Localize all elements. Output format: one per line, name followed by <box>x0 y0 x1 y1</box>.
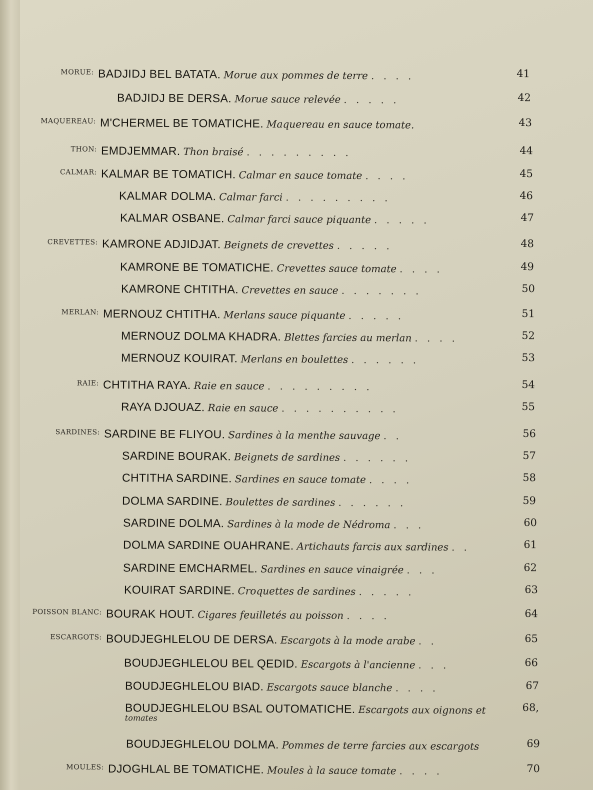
dish-name: BOUDJEGHLELOU BIAD. <box>124 680 264 694</box>
book-page <box>20 0 593 790</box>
entry-text <box>123 558 501 581</box>
dot-leader: . . . . <box>365 171 409 183</box>
page-number: 65 <box>524 633 539 646</box>
page-number: 55 <box>521 401 536 414</box>
entry-text <box>122 446 500 469</box>
dish-name: BOUDJEGHLELOU DOLMA. <box>125 738 279 752</box>
entry-text <box>120 208 498 231</box>
dish-description: Raie en sauce <box>207 403 279 415</box>
dish-name: SARDINE BE FLIYOU. <box>103 428 226 442</box>
toc-entry <box>24 256 593 279</box>
toc-entry <box>25 347 593 370</box>
dot-leader: . . . . <box>399 766 443 778</box>
dish-description: Blettes farcies au merlan <box>284 332 412 345</box>
toc-entry <box>23 140 593 163</box>
dish-description: Sardines à la menthe sauvage <box>228 430 381 443</box>
dish-name: RAYA DJOUAZ. <box>120 401 205 415</box>
dish-name: KALMAR BE TOMATICH. <box>100 168 236 182</box>
dish-description: Calmar farci <box>219 192 283 204</box>
dish-description: Calmar en sauce tomate <box>238 170 363 183</box>
dish-description: Sardines en sauce vinaigrée <box>260 564 404 577</box>
entry-text <box>124 653 502 676</box>
page-number: 67 <box>525 680 540 693</box>
dot-leader: . . . . . <box>358 587 415 599</box>
dish-name: KAMRONE ADJIDJAT. <box>101 238 221 252</box>
dot-leader: . . . . . . . <box>341 285 422 298</box>
entry-text <box>125 676 503 699</box>
category-label: CALMAR: <box>59 168 98 177</box>
toc-entry <box>30 733 593 756</box>
dish-name: BOUDJEGHLELOU BEL QEDID. <box>123 657 298 671</box>
toc-entry <box>28 579 593 602</box>
entry-text <box>126 734 504 757</box>
dish-description: Beignets de sardines <box>234 452 341 464</box>
toc-entry <box>26 445 593 468</box>
dish-description: Escargots à la mode arabe <box>280 635 416 648</box>
category-label: RAIE: <box>76 379 100 388</box>
page-number: 45 <box>519 168 534 181</box>
dish-description: Moules à la sauce tomate <box>267 765 397 778</box>
dot-leader: . . . <box>418 660 450 672</box>
dot-leader: . . . . . . . . . . <box>281 403 399 416</box>
page-number: 42 <box>517 92 532 105</box>
dish-name: M'CHERMEL BE TOMATICHE. <box>99 117 264 131</box>
category-label: POISSON BLANC: <box>32 608 103 617</box>
dish-description: Crevettes sauce tomate <box>276 263 397 276</box>
page-number: 53 <box>521 352 536 365</box>
toc-entry <box>27 512 593 535</box>
entry-text <box>121 348 499 371</box>
dish-name: CHTITHA SARDINE. <box>121 472 232 486</box>
page-number: 70 <box>526 763 541 776</box>
dish-description: Merlans sauce piquante <box>223 310 346 322</box>
dish-name: BADJIDJ BEL BATATA. <box>97 68 221 82</box>
entry-text <box>121 326 499 349</box>
dish-name: MERNOUZ KOUIRAT. <box>120 352 238 366</box>
entry-text <box>121 397 499 420</box>
entry-text <box>98 63 493 86</box>
toc-entry <box>30 758 593 781</box>
page-number: 60 <box>523 517 538 530</box>
page-number: 47 <box>520 212 535 225</box>
dish-name: KAMRONE BE TOMATICHE. <box>119 261 274 275</box>
page-number: 44 <box>519 145 534 158</box>
toc-entry <box>25 374 593 397</box>
dot-leader: . . . . <box>399 264 443 276</box>
entry-text <box>101 163 496 186</box>
dish-description: Crevettes en sauce <box>241 285 339 297</box>
entry-text <box>103 303 498 326</box>
dish-name: SARDINE BOURAK. <box>121 450 232 464</box>
dish-description: Cigares feuilletés au poisson <box>197 610 344 622</box>
table-of-contents <box>20 0 593 790</box>
toc-entry <box>25 325 593 348</box>
page-number: 63 <box>524 584 539 597</box>
dish-name: KOUIRAT SARDINE. <box>123 584 235 598</box>
toc-entry <box>25 303 593 326</box>
dish-name: CHTITHA RAYA. <box>102 379 191 393</box>
dish-name: DJOGHLAL BE TOMATICHE. <box>107 763 265 777</box>
entry-text <box>101 140 496 163</box>
page-number: 64 <box>524 608 539 621</box>
entry-text <box>108 758 503 781</box>
entry-text <box>106 628 501 651</box>
entry-text <box>117 88 495 111</box>
toc-entry <box>29 675 593 698</box>
dot-leader: . . . . <box>414 333 458 345</box>
entry-text <box>122 491 500 514</box>
dish-description: Sardines à la mode de Nédroma <box>227 519 391 532</box>
toc-entry <box>28 628 593 651</box>
toc-entry <box>24 233 593 256</box>
dot-leader: . . . . . . . . . <box>246 147 352 160</box>
toc-entry <box>28 603 593 626</box>
dish-description: Merlans en boulettes <box>240 354 349 366</box>
page-number: 50 <box>521 283 536 296</box>
dish-name: EMDJEMMAR. <box>100 145 181 158</box>
dot-leader: . . . . . <box>343 94 400 107</box>
dish-name: BOURAK HOUT. <box>105 608 195 622</box>
category-label: MERLAN: <box>61 308 100 317</box>
entry-text <box>120 257 498 280</box>
dish-description: Sardines en sauce tomate <box>234 474 366 487</box>
dish-description: Pommes de terre farcies aux escargots <box>281 740 480 753</box>
entry-text <box>122 468 500 491</box>
entry-text <box>123 513 501 536</box>
dot-leader: . . . . . . <box>351 354 420 367</box>
dot-leader: . . . . . . . . . <box>267 381 373 394</box>
page-number: 69 <box>526 738 541 751</box>
toc-entry <box>26 467 593 490</box>
entry-text <box>125 698 503 721</box>
category-label: SARDINES: <box>55 428 101 437</box>
dish-description: Escargots aux oignons et <box>358 705 486 717</box>
toc-entry <box>25 396 593 419</box>
page-number: 48 <box>520 238 535 251</box>
toc-entry <box>23 185 593 208</box>
entry-text <box>106 603 501 626</box>
category-label: MORUE: <box>60 68 95 77</box>
toc-entry <box>27 534 593 557</box>
dish-description: Boulettes de sardines <box>225 497 336 509</box>
dish-name: DOLMA SARDINE. <box>121 495 223 509</box>
dot-leader: . . <box>451 542 471 554</box>
dish-name: KAMRONE CHTITHA. <box>120 283 239 297</box>
page-number: 49 <box>520 261 535 274</box>
dish-name: SARDINE EMCHARMEL. <box>122 562 258 576</box>
page-number: 51 <box>521 308 536 321</box>
dish-name: KALMAR OSBANE. <box>119 212 225 226</box>
page-number: 56 <box>522 428 537 441</box>
dot-leader: . . <box>418 636 437 648</box>
dot-leader: . . . . . . . . . <box>285 192 391 205</box>
dot-leader: . . <box>383 431 402 443</box>
dish-description: Croquettes de sardines <box>237 586 356 599</box>
toc-entry <box>22 112 593 135</box>
entry-text <box>123 535 501 558</box>
dot-leader: . . . . . . <box>338 497 407 510</box>
book-spine-shadow <box>0 0 20 790</box>
toc-entry <box>26 490 593 513</box>
page-number: 46 <box>519 190 534 203</box>
dish-description: Escargots à l'ancienne <box>300 659 416 672</box>
dot-leader: . . . . . <box>374 215 430 227</box>
page-number: 66 <box>524 657 539 670</box>
dish-name: DOLMA SARDINE OUAHRANE. <box>122 539 294 553</box>
page-number: 57 <box>522 450 537 463</box>
dish-description: Calmar farci sauce piquante <box>227 214 372 227</box>
entry-text <box>124 580 502 603</box>
dot-leader: . . . <box>406 565 438 577</box>
page-number: 52 <box>521 330 536 343</box>
category-label: THON: <box>70 145 98 154</box>
page-number: 61 <box>523 539 538 552</box>
entry-text <box>121 279 499 302</box>
dot-leader: . . . <box>393 520 425 532</box>
dot-leader: . . . . . <box>336 240 393 253</box>
page-number: 41 <box>516 68 531 81</box>
toc-entry <box>28 652 593 675</box>
toc-entry <box>24 207 593 230</box>
dish-description-continued: tomates <box>124 713 158 723</box>
category-label: MOULES: <box>66 763 105 772</box>
toc-entry <box>25 278 593 301</box>
dish-name: BOUDJEGHLELOU DE DERSA. <box>105 633 278 647</box>
dish-description: Artichauts farcis aux sardines <box>296 541 449 554</box>
page-number: 68, <box>522 702 540 715</box>
dish-name: KALMAR DOLMA. <box>118 190 217 204</box>
page-number: 59 <box>522 495 537 508</box>
toc-entry <box>23 163 593 186</box>
dish-description: Beignets de crevettes <box>223 240 334 252</box>
entry-text <box>119 186 497 209</box>
dish-description: Thon braisé <box>183 146 244 159</box>
toc-entry <box>20 63 593 86</box>
dot-leader: . . . . <box>346 610 390 623</box>
dish-description: Morue sauce relevée <box>234 94 341 106</box>
dish-name: MERNOUZ CHTITHA. <box>102 308 221 322</box>
dish-name: SARDINE DOLMA. <box>122 517 225 531</box>
toc-entry <box>27 557 593 580</box>
category-label: ESCARGOTS: <box>50 633 103 642</box>
dot-leader: . . . . <box>368 475 413 487</box>
dish-description: Maquereau en sauce tomate. <box>266 119 415 132</box>
entry-text <box>100 112 495 135</box>
dish-name: BOUDJEGHLELOU BSAL OUTOMATICHE. <box>124 702 356 716</box>
dish-description: Raie en sauce <box>193 381 265 393</box>
toc-entry <box>26 423 593 446</box>
toc-entry <box>29 697 593 723</box>
dot-leader: . . . . . <box>348 310 405 323</box>
dish-name: MERNOUZ DOLMA KHADRA. <box>120 330 282 344</box>
dot-leader: . . . . . . <box>343 452 412 465</box>
dish-description: Escargots sauce blanche <box>266 682 393 695</box>
dot-leader: . . . . <box>395 683 439 695</box>
page-number: 58 <box>522 472 537 485</box>
page-number: 54 <box>521 379 536 392</box>
page-number: 62 <box>523 562 538 575</box>
toc-entry <box>21 87 593 110</box>
dish-name: BADJIDJ BE DERSA. <box>116 92 232 106</box>
entry-text <box>103 374 498 397</box>
entry-text <box>102 233 497 256</box>
entry-text <box>104 423 499 446</box>
page-number: 43 <box>518 117 533 130</box>
dot-leader: . . . . <box>370 71 415 83</box>
category-label: CREVETTES: <box>47 238 99 247</box>
category-label: MAQUEREAU: <box>40 117 97 126</box>
dish-description: Morue aux pommes de terre <box>223 70 369 83</box>
